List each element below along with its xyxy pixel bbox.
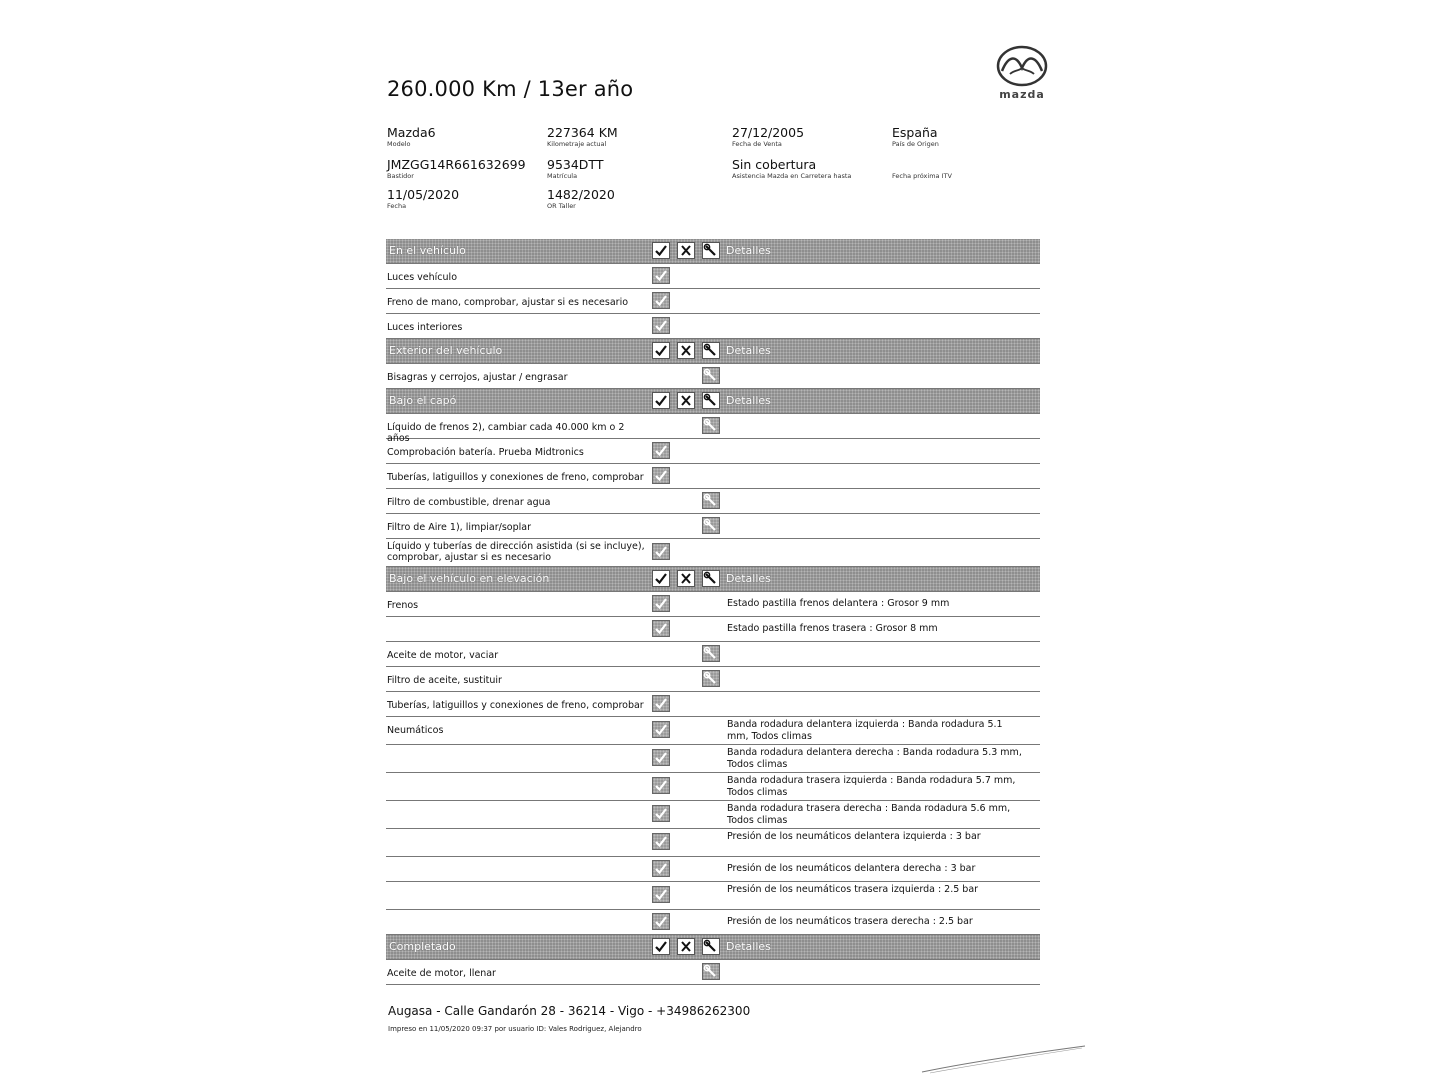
inspection-row: [386, 642, 1040, 667]
section-header: [386, 239, 1040, 264]
header-cross-icon: [677, 392, 695, 409]
row-detail: Presión de los neumáticos delantera izquierda : 3 bar: [727, 831, 981, 842]
row-label: Luces vehículo: [387, 272, 458, 283]
inspection-row: [386, 717, 1040, 745]
row-label: Freno de mano, comprobar, ajustar si es necesario: [387, 297, 629, 308]
inspection-row: [386, 692, 1040, 717]
row-label: Tuberías, latiguillos y conexiones de freno, comprobar: [387, 700, 644, 711]
section-header: [386, 567, 1040, 592]
status-check-icon: [652, 695, 670, 712]
info-modelo: [387, 125, 436, 149]
status-check-icon: [652, 749, 670, 766]
status-wrench-icon: [702, 367, 720, 384]
status-check-icon: [652, 620, 670, 637]
row-label: Comprobación batería. Prueba Midtronics: [387, 447, 584, 458]
section-title: Bajo el capó: [389, 394, 457, 407]
header-wrench-icon: [702, 938, 720, 955]
row-label: Filtro de Aire 1), limpiar/soplar: [387, 522, 531, 533]
section-title: Bajo el vehículo en elevación: [389, 572, 550, 585]
section-header: [386, 389, 1040, 414]
inspection-row: [386, 829, 1040, 857]
inspection-row: [386, 617, 1040, 642]
row-detail: Banda rodadura delantera izquierda : Banda rodadura 5.1 mm, Todos climas: [727, 719, 1003, 742]
info-asistencia: [732, 157, 851, 181]
row-detail: Banda rodadura delantera derecha : Banda rodadura 5.3 mm, Todos climas: [727, 747, 1022, 770]
row-label: Aceite de motor, llenar: [387, 968, 496, 979]
info-value: 1482/2020: [547, 187, 615, 202]
info-label: OR Taller: [547, 202, 576, 210]
header-check-icon: [652, 392, 670, 409]
signature-stroke: [920, 1040, 1090, 1076]
inspection-row: [386, 464, 1040, 489]
status-wrench-icon: [702, 645, 720, 662]
info-pais: [892, 125, 939, 149]
status-check-icon: [652, 860, 670, 877]
info-label: Fecha: [387, 202, 407, 210]
status-check-icon: [652, 442, 670, 459]
header-cross-icon: [677, 342, 695, 359]
info-value: Mazda6: [387, 125, 436, 140]
header-cross-icon: [677, 938, 695, 955]
header-wrench-icon: [702, 342, 720, 359]
info-label: Matrícula: [547, 172, 578, 180]
inspection-row: [386, 910, 1040, 935]
inspection-row: [386, 801, 1040, 829]
info-label: País de Origen: [892, 140, 939, 148]
status-check-icon: [652, 267, 670, 284]
inspection-row: [386, 960, 1040, 985]
row-detail: Estado pastilla frenos delantera : Grosor 9 mm: [727, 598, 950, 609]
status-wrench-icon: [702, 670, 720, 687]
info-matricula: [547, 157, 604, 181]
inspection-row: [386, 314, 1040, 339]
inspection-row: [386, 882, 1040, 910]
footer-printed-info: Impreso en 11/05/2020 09:37 por usuario ID: Vales Rodriguez, Alejandro: [388, 1025, 642, 1033]
inspection-row: [386, 439, 1040, 464]
info-value: 227364 KM: [547, 125, 618, 140]
row-label: Luces interiores: [387, 322, 463, 333]
row-detail: Banda rodadura trasera derecha : Banda rodadura 5.6 mm, Todos climas: [727, 803, 1011, 826]
status-check-icon: [652, 595, 670, 612]
row-label: Aceite de motor, vaciar: [387, 650, 499, 661]
info-value: 11/05/2020: [387, 187, 460, 202]
inspection-table: [386, 239, 1040, 985]
status-check-icon: [652, 833, 670, 850]
info-value: 27/12/2005: [732, 125, 805, 140]
inspection-row: [386, 289, 1040, 314]
info-value: Sin cobertura: [732, 157, 817, 172]
header-check-icon: [652, 242, 670, 259]
status-check-icon: [652, 317, 670, 334]
row-detail: Banda rodadura trasera izquierda : Banda rodadura 5.7 mm, Todos climas: [727, 775, 1016, 798]
row-detail: Presión de los neumáticos trasera izquierda : 2.5 bar: [727, 884, 979, 895]
info-value: 9534DTT: [547, 157, 604, 172]
status-check-icon: [652, 543, 670, 560]
details-label: Detalles: [726, 572, 771, 585]
mazda-logo: [986, 44, 1058, 104]
inspection-row: [386, 414, 1040, 444]
status-wrench-icon: [702, 963, 720, 980]
row-label: Filtro de aceite, sustituir: [387, 675, 502, 686]
row-label: Filtro de combustible, drenar agua: [387, 497, 551, 508]
header-check-icon: [652, 570, 670, 587]
info-fecha-venta: [732, 125, 804, 149]
row-label: Líquido de frenos 2), cambiar cada 40.000 km o 2 años: [387, 422, 625, 444]
section-title: Completado: [389, 940, 456, 953]
section-header: [386, 935, 1040, 960]
status-check-icon: [652, 805, 670, 822]
header-wrench-icon: [702, 392, 720, 409]
inspection-row: [386, 489, 1040, 514]
info-value: [892, 157, 952, 172]
inspection-row: [386, 264, 1040, 289]
status-check-icon: [652, 467, 670, 484]
inspection-row: [386, 773, 1040, 801]
footer-address: Augasa - Calle Gandarón 28 - 36214 - Vigo - +34986262300: [388, 1004, 751, 1018]
status-wrench-icon: [702, 492, 720, 509]
details-label: Detalles: [726, 940, 771, 953]
status-check-icon: [652, 721, 670, 738]
details-label: Detalles: [726, 344, 771, 357]
info-label: Kilometraje actual: [547, 140, 607, 148]
details-label: Detalles: [726, 394, 771, 407]
row-label: Líquido y tuberías de dirección asistida (si se incluye), comprobar, ajustar si es necesario: [387, 541, 645, 563]
inspection-row: [386, 514, 1040, 539]
inspection-row: [386, 667, 1040, 692]
status-check-icon: [652, 292, 670, 309]
mazda-wordmark: mazda: [999, 88, 1045, 101]
row-detail: Presión de los neumáticos delantera derecha : 3 bar: [727, 863, 976, 874]
info-itv: [892, 157, 952, 181]
row-label: Tuberías, latiguillos y conexiones de freno, comprobar: [387, 472, 644, 483]
header-cross-icon: [677, 242, 695, 259]
info-or-taller: [547, 187, 615, 211]
section-title: Exterior del vehículo: [389, 344, 503, 357]
header-cross-icon: [677, 570, 695, 587]
status-check-icon: [652, 913, 670, 930]
header-check-icon: [652, 938, 670, 955]
header-wrench-icon: [702, 242, 720, 259]
inspection-row: [386, 857, 1040, 882]
row-label: Neumáticos: [387, 725, 444, 736]
header-check-icon: [652, 342, 670, 359]
status-check-icon: [652, 777, 670, 794]
page-title: 260.000 Km / 13er año: [387, 77, 634, 101]
inspection-row: [386, 364, 1040, 389]
info-value: España: [892, 125, 938, 140]
info-kilometraje: [547, 125, 618, 149]
inspection-row: [386, 745, 1040, 773]
info-fecha: [387, 187, 459, 211]
info-label: Modelo: [387, 140, 411, 148]
row-label: Frenos: [387, 600, 419, 611]
info-label: Fecha próxima ITV: [892, 172, 952, 180]
info-label: Bastidor: [387, 172, 414, 180]
info-label: Fecha de Venta: [732, 140, 782, 148]
header-wrench-icon: [702, 570, 720, 587]
details-label: Detalles: [726, 244, 771, 257]
mazda-emblem-icon: [986, 44, 1058, 88]
info-label: Asistencia Mazda en Carretera hasta: [732, 172, 852, 180]
status-check-icon: [652, 886, 670, 903]
info-bastidor: [387, 157, 526, 181]
status-wrench-icon: [702, 517, 720, 534]
row-label: Bisagras y cerrojos, ajustar / engrasar: [387, 372, 568, 383]
inspection-row: [386, 592, 1040, 617]
section-title: En el vehículo: [389, 244, 466, 257]
status-wrench-icon: [702, 417, 720, 434]
info-value: JMZGG14R661632699: [387, 157, 526, 172]
section-header: [386, 339, 1040, 364]
row-detail: Estado pastilla frenos trasera : Grosor 8 mm: [727, 623, 938, 634]
inspection-row: [386, 539, 1040, 567]
row-detail: Presión de los neumáticos trasera derecha : 2.5 bar: [727, 916, 973, 927]
